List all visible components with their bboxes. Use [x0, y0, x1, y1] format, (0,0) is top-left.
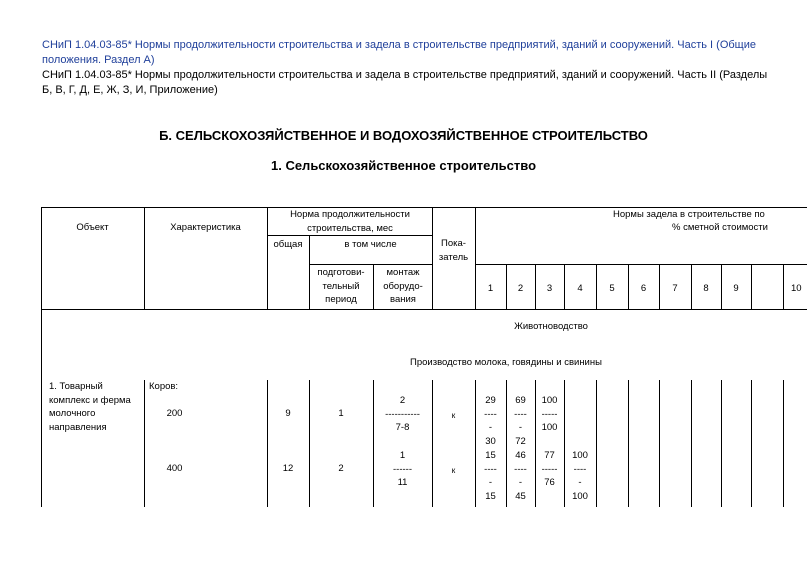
month-number: 9	[733, 283, 739, 294]
table-rule	[783, 264, 784, 310]
row-month-4: 100 ---- - 100	[572, 450, 588, 502]
subgroup-title: Производство молока, говядины и свинины	[410, 357, 602, 368]
table-rule	[267, 207, 268, 310]
table-rule	[267, 380, 268, 507]
table-rule	[751, 264, 752, 310]
table-border-left	[41, 310, 42, 380]
header-object: Объект	[76, 222, 109, 233]
header-backlog-unit: % сметной стоимости	[672, 222, 768, 233]
month-number: 5	[609, 283, 615, 294]
row-month-1: 29 ---- - 30	[484, 395, 497, 447]
table-rule	[309, 380, 310, 507]
row-install: 2 ----------- 7-8	[385, 395, 420, 433]
characteristic-label: Коров:	[149, 381, 179, 392]
norms-table	[41, 207, 807, 507]
table-rule	[432, 207, 433, 310]
month-number: 3	[546, 283, 553, 294]
doc-link-part-1[interactable]: СНиП 1.04.03-85* Нормы продолжительности строительства и задела в строительстве предприятий, зданий и сооружений. Часть I (Общие положения. Раздел А)	[42, 39, 756, 66]
month-number: 7	[672, 283, 678, 294]
header-norm-duration: Норма продолжительности строительства, мес	[290, 209, 410, 234]
table-rule	[659, 380, 660, 507]
row-month-2: 69 ---- - 72	[514, 395, 527, 447]
section-title: Б. СЕЛЬСКОХОЗЯЙСТВЕННОЕ И ВОДОХОЗЯЙСТВЕННОЕ СТРОИТЕЛЬСТВО	[159, 128, 648, 143]
table-border-left	[41, 380, 42, 507]
subsection-title: 1. Сельскохозяйственное строительство	[270, 158, 537, 173]
table-rule	[783, 380, 784, 507]
row-prep-duration: 1	[338, 408, 344, 419]
object-name: 1. Товарный комплекс и ферма молочного направления	[49, 381, 131, 433]
table-rule	[475, 264, 807, 265]
header-including: в том числе	[344, 239, 397, 250]
table-header-bottom	[41, 309, 807, 310]
month-number: 8	[703, 283, 709, 294]
table-rule	[432, 380, 433, 507]
row-month-1: 15 ---- - 15	[484, 450, 497, 502]
table-rule	[691, 380, 692, 507]
row-total-duration: 12	[282, 463, 294, 474]
table-rule	[309, 264, 432, 265]
header-backlog-norms: Нормы задела в строительстве по	[613, 209, 765, 220]
row-month-3: 77 ----- 76	[541, 450, 558, 488]
group-title: Животноводство	[514, 321, 588, 332]
row-install: 1 ------ 11	[393, 450, 412, 488]
doc-link-part-2[interactable]: СНиП 1.04.03-85* Нормы продолжительности строительства и задела в строительстве предприятий, зданий и сооружений. Часть II (Разделы Б, В, Г, Д, Е, Ж, З, И, Приложение)	[42, 69, 768, 96]
month-number: 2	[517, 283, 524, 294]
table-rule	[751, 380, 752, 507]
header-equipment-install: монтаж оборудо-вания	[383, 267, 423, 305]
row-total-duration: 9	[285, 408, 291, 419]
table-rule	[721, 380, 722, 507]
month-number: 10	[791, 283, 802, 294]
table-rule	[373, 264, 374, 310]
row-indicator: к	[451, 466, 456, 475]
row-capacity: 400	[166, 463, 183, 474]
month-number: 1	[487, 283, 494, 294]
row-prep-duration: 2	[338, 463, 344, 474]
row-capacity: 200	[166, 408, 183, 419]
header-indicator: Пока-затель	[438, 238, 469, 263]
header-prep-period: подготови-тельный период	[317, 267, 365, 305]
table-rule	[267, 235, 432, 236]
row-month-2: 46 ---- - 45	[514, 450, 527, 502]
table-rule	[628, 380, 629, 507]
header-characteristic: Характеристика	[170, 222, 241, 233]
document-links	[42, 38, 772, 98]
month-number: 4	[577, 283, 583, 294]
table-rule	[144, 380, 145, 507]
row-month-3: 100 ----- 100	[541, 395, 558, 433]
month-number: 6	[640, 283, 647, 294]
table-rule	[596, 380, 597, 507]
header-total: общая	[273, 239, 303, 250]
row-indicator: к	[451, 411, 456, 420]
